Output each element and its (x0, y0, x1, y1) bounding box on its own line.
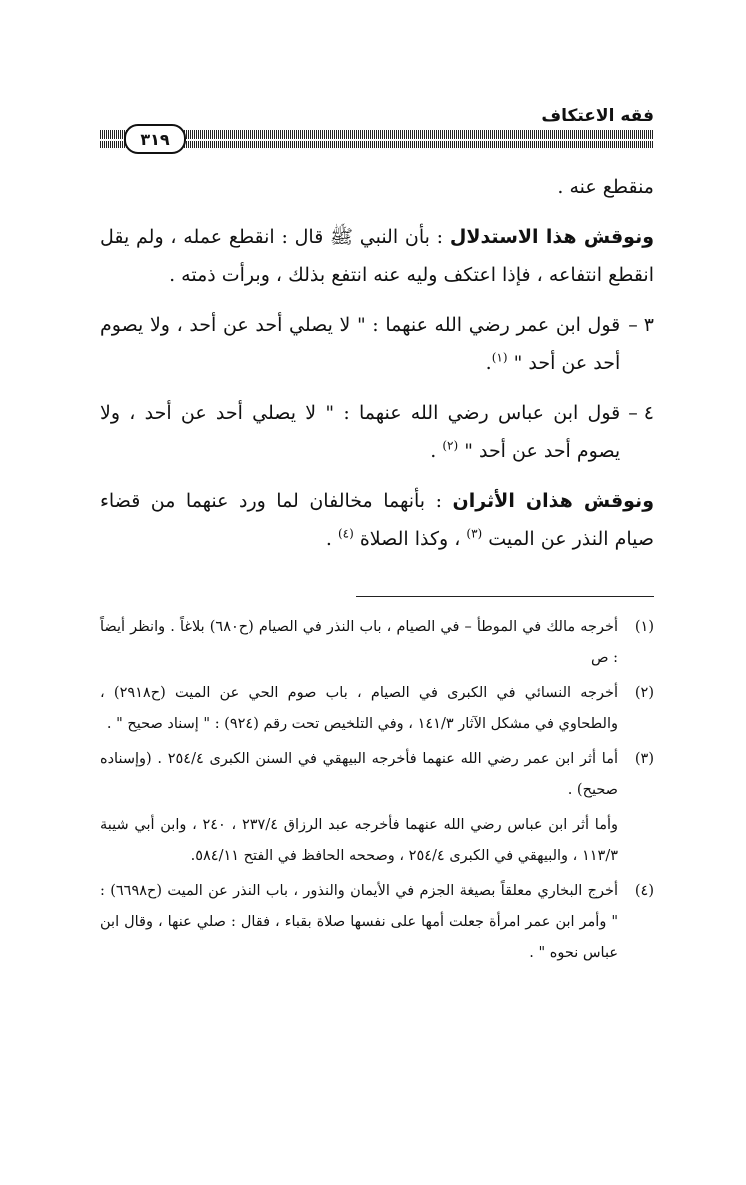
footnote-ref-3[interactable]: (٣) (466, 526, 483, 541)
footnotes (100, 612, 654, 973)
footnote-2-text: أخرجه النسائي في الكبرى في الصيام ، باب صوم الحي عن الميت (ح٢٩١٨) ، والطحاوي في مشكل الآثار ١٤١/٣ ، وفي التلخيص تحت رقم (٩٢٤) : " إسناد صحيح " . (100, 685, 618, 732)
list-item-3-body: قول ابن عمر رضي الله عنهما : " لا يصلي أحد عن أحد ، ولا يصوم أحد عن أحد " $^{(١)}$. (100, 314, 621, 374)
list-item-4-text: قول ابن عباس رضي الله عنهما : " لا يصلي أحد عن أحد ، ولا يصوم أحد عن أحد " (100, 402, 621, 462)
list-item-4 (100, 394, 654, 470)
footnote-4-text: أخرج البخاري معلقاً بصيغة الجزم في الأيمان والنذور ، باب النذر عن الميت (ح٦٦٩٨) : " وأمر ابن عمر امرأة جعلت أمها على نفسها صلاة بقباء ، فقال : صلي عنها ، وقال ابن عباس نحوه " . (100, 883, 619, 961)
paragraph-1 (100, 218, 654, 294)
paragraph-2-text-2: ، وكذا الصلاة (359, 528, 461, 550)
footnote-1-number: (١) (634, 619, 654, 635)
footnote-3-continuation: وأما أثر ابن عباس رضي الله عنهما فأخرجه عبد الرزاق ٢٣٧/٤ ، ٢٤٠ ، وابن أبي شيبة ١١٣/٣ ، والبيهقي في الكبرى ٢٥٤/٤ ، وصححه الحافظ في الفتح ٥٨٤/١١. (100, 817, 619, 864)
running-header-title: فقه الاعتكاف (541, 106, 654, 126)
footnote-3 (100, 744, 654, 806)
footnote-3-number: (٣) (634, 751, 654, 767)
footnote-ref-4[interactable]: (٤) (337, 526, 354, 541)
footnote-ref-1[interactable]: (١) (491, 350, 508, 365)
list-item-3-text: قول ابن عمر رضي الله عنهما : " لا يصلي أحد عن أحد ، ولا يصوم أحد عن أحد " (100, 314, 621, 374)
paragraph-0-text: منقطع عنه . (557, 176, 654, 198)
main-text (100, 168, 654, 570)
page-number: ٣١٩ (124, 124, 186, 154)
paragraph-2-text-1: : بأنهما مخالفان لما ورد عنهما من قضاء صيام النذر عن الميت (100, 490, 654, 550)
list-item-3 (100, 306, 654, 382)
paragraph-2: ونوقش هذان الأثران : بأنهما مخالفان لما ورد عنهما من قضاء صيام النذر عن الميت $^{(٣)}$ ، وكذا الصلاة $^{(٤)}$ . (100, 490, 655, 550)
list-item-3-number: ٣ – (628, 314, 654, 336)
footnote-2 (100, 678, 654, 740)
footnote-ref-2[interactable]: (٢) (442, 438, 459, 453)
paragraph-1-heading: ونوقش هذا الاستدلال (449, 226, 655, 248)
footnote-3-text: أما أثر ابن عمر رضي الله عنهما فأخرجه البيهقي في السنن الكبرى ٢٥٤/٤ . (وإسناده صحيح) . (100, 751, 618, 798)
footnote-2-number: (٢) (634, 685, 654, 701)
footnote-4 (100, 876, 654, 969)
footnote-4-number: (٤) (634, 883, 654, 899)
footnote-1 (100, 612, 654, 674)
paragraph-0 (100, 168, 654, 206)
paragraph-1-text: : بأن النبي ﷺ قال : انقطع عمله ، ولم يقل انقطع انتفاعه ، فإذا اعتكف وليه عنه انتفع بذلك ، وبرأت ذمته . (100, 226, 654, 286)
paragraph-2-heading: ونوقش هذان الأثران (452, 490, 655, 512)
list-item-4-body: قول ابن عباس رضي الله عنهما : " لا يصلي أحد عن أحد ، ولا يصوم أحد عن أحد " $^{(٢)}$ . (100, 402, 621, 462)
footnote-1-text: أخرجه مالك في الموطأ – في الصيام ، باب النذر في الصيام (ح٦٨٠) بلاغاً . وانظر أيضاً : ص (100, 619, 618, 666)
list-item-4-number: ٤ – (628, 402, 654, 424)
footnote-separator (356, 596, 654, 597)
